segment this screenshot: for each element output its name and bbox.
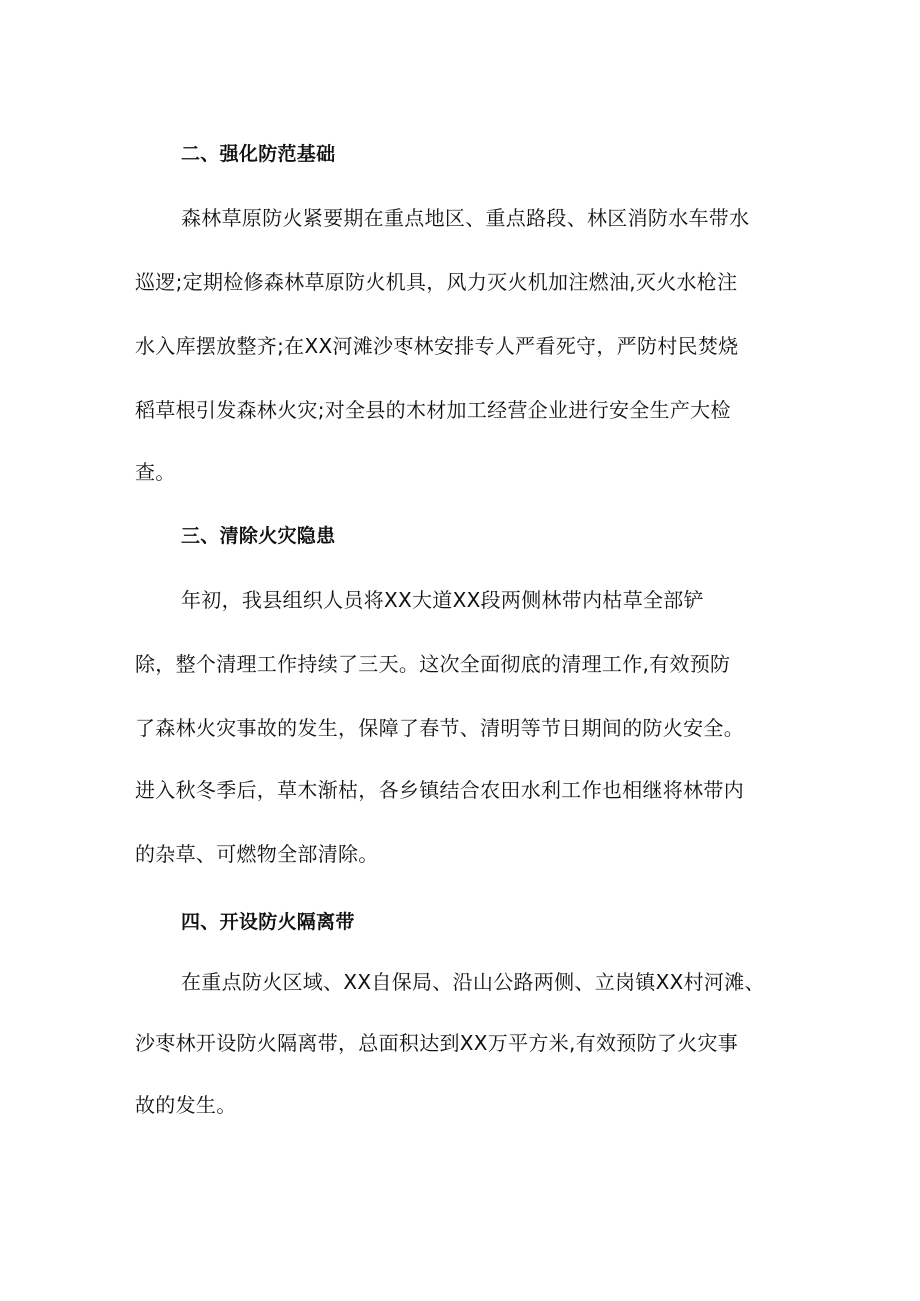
section-heading: 四、开设防火隔离带	[181, 911, 355, 933]
paragraph-line: 了森林火灾事故的发生，保障了春节、清明等节日期间的防火安全。	[135, 716, 744, 740]
paragraph-line: 水入库摆放整齐;在XX河滩沙枣林安排专人严看死守，严防村民焚烧	[135, 334, 739, 358]
paragraph-line: 在重点防火区域、XX自保局、沿山公路两侧、立岗镇XX村河滩、	[181, 970, 765, 994]
section-heading: 三、清除火灾隐患	[181, 525, 336, 547]
paragraph-line: 沙枣林开设防火隔离带，总面积达到XX万平方米,有效预防了火灾事	[135, 1031, 739, 1055]
paragraph-line: 的杂草、可燃物全部清除。	[135, 842, 379, 866]
paragraph-line: 除，整个清理工作持续了三天。这次全面彻底的清理工作,有效预防	[135, 652, 731, 676]
paragraph-line: 森林草原防火紧要期在重点地区、重点路段、林区消防水车带水	[181, 206, 750, 230]
section-heading: 二、强化防范基础	[181, 143, 336, 165]
paragraph-line: 巡逻;定期检修森林草原防火机具，风力灭火机加注燃油,灭火水枪注	[135, 270, 738, 294]
paragraph-line: 稻草根引发森林火灾;对全县的木材加工经营企业进行安全生产大检	[135, 398, 731, 422]
paragraph-line: 进入秋冬季后，草木渐枯，各乡镇结合农田水利工作也相继将林带内	[135, 778, 744, 802]
paragraph-line: 年初，我县组织人员将XX大道XX段两侧林带内枯草全部铲	[181, 588, 704, 612]
paragraph-line: 故的发生。	[135, 1093, 237, 1117]
paragraph-line: 查。	[135, 460, 176, 484]
